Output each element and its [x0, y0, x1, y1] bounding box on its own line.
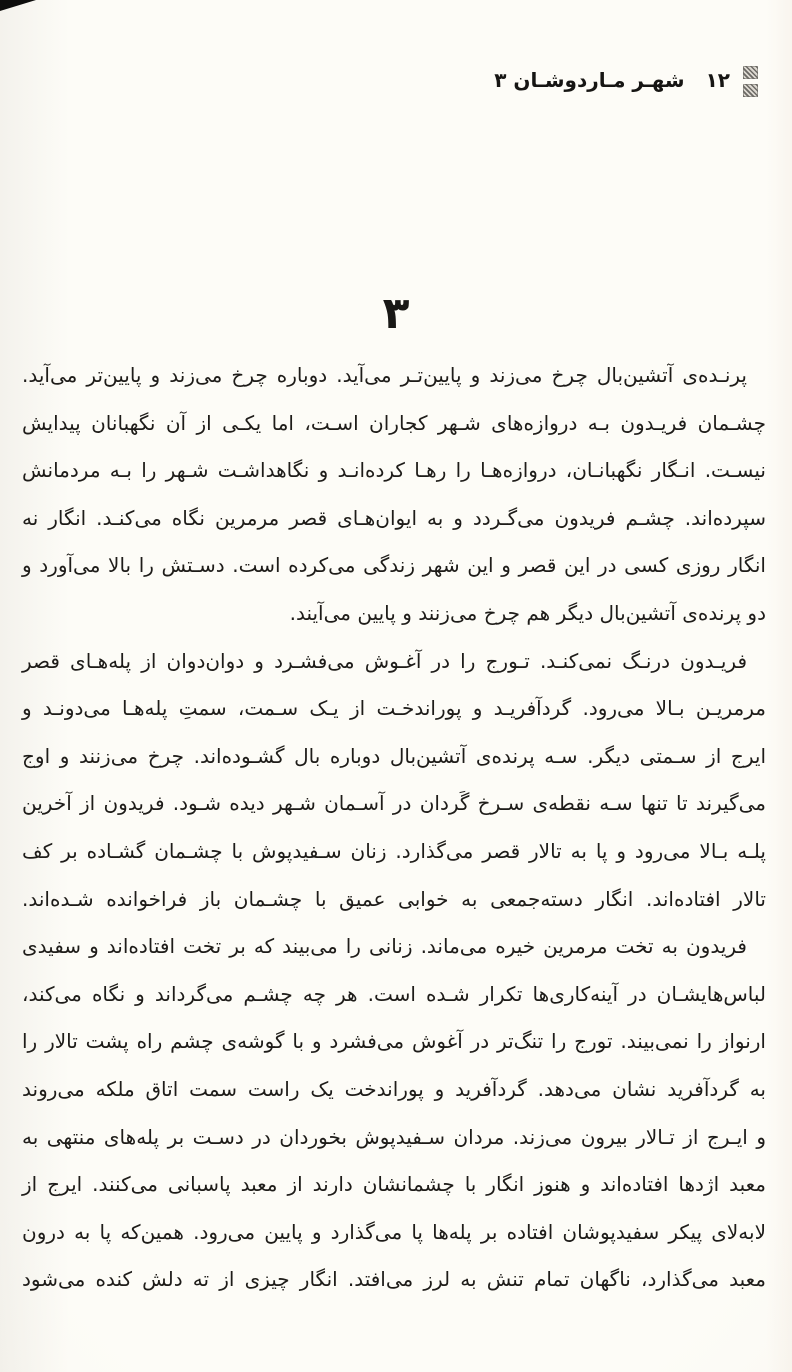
text-line: فریـدون درنـگ نمی‌کنـد. تـورج را در آغـوش می‌فشـرد و دوان‌دوان از پله‌هـای قصر [22, 648, 747, 673]
text-line: می‌گیرند تا تنها سـه نقطه‌ی سـرخ گَردان در آسـمان شـهر دیده شـود. فریدون از آخرین [22, 791, 766, 816]
text-line: لابه‌لای پیکر سفیدپوشان افتاده بر پله‌ها پا می‌گذارد و پایین می‌رود. همین‌که پا به درون [22, 1219, 766, 1244]
chapter-number: ۳ [382, 288, 410, 339]
text-line: دو پرنده‌ی آتشین‌بال دیگر هم چرخ می‌زنند و پایین می‌آیند. [289, 600, 766, 625]
running-head-title: شهـر مـاردوشـان ۳ [494, 68, 685, 92]
page-header [494, 64, 758, 97]
texture-square-icon [743, 66, 758, 79]
text-line: نیسـت. انـگار نگهبانـان، دروازه‌هـا را رهـا کرده‌انـد و نگاهداشـت شـهر را بـه مردمانش [22, 458, 766, 483]
text-line: پرنـده‌ی آتشین‌بال چرخ می‌زند و پایین‌تـر می‌آید. دوباره چرخ می‌زند و پایین‌تر می‌آید. [22, 363, 747, 387]
header-marks [743, 66, 758, 97]
text-line: معبد می‌گذارد، ناگهان تمام تنش به لرز می‌افتد. انگار چیزی از ته دلش کنده می‌شود [22, 1267, 766, 1292]
text-line: سپرده‌اند. چشـم فریدون می‌گـردد و به ایوان‌هـای قصر مرمرین نگاه می‌کنـد. انگار نه [22, 505, 766, 530]
body-text [22, 352, 766, 1304]
text-line: چشـمان فریـدون بـه دروازه‌های شـهر کجاران اسـت، اما یکـی از آن نگهبانان پیدایش [22, 410, 766, 435]
text-line: ایرج از سـمتی دیگر. سـه پرنده‌ی آتشین‌بال دوباره بال گشـوده‌اند. چرخ می‌زنند و اوج [22, 743, 766, 768]
text-line: فریدون به تخت مرمرین خیره می‌ماند. زنانی را می‌بیند که بر تخت افتاده‌اند و سفیدی [22, 934, 747, 959]
text-line: مرمریـن بـالا می‌رود. گردآفریـد و پوراندخـت از یـک سـمت، سمتِ پله‌هـا می‌دونـد و [22, 696, 766, 721]
texture-square-icon [743, 84, 758, 97]
text-line: معبد اژدها افتاده‌اند و هنوز انگار با چشمانشان دارند از معبد پاسبانی می‌کنند. ایرج از [22, 1172, 766, 1197]
scan-artifact-corner-icon [0, 0, 36, 11]
text-line: انگار روزی کسی در این قصر و این شهر زندگی می‌کرده است. دسـتش را بالا می‌آورد و [22, 553, 766, 578]
text-line: ارنواز را نمی‌بیند. تورج را تنگ‌تر در آغوش می‌فشرد و با گوشه‌ی چشم راه پشت تالار را [22, 1029, 766, 1054]
text-line: لباس‌هایشـان در آینه‌کاری‌ها تکرار شـده است. هر چه چشـم می‌گرداند و نگاه می‌کند، [22, 981, 766, 1006]
text-line: پلـه بـالا می‌رود و پا به تالار قصر می‌گذارد. زنان سـفیدپوش با چشـمان گشـاده بر کف [22, 838, 766, 863]
text-line: و ایـرج از تـالار بیرون می‌زند. مردان سـفیدپوش بخوردان در دسـت بر پله‌های منتهی به [22, 1124, 766, 1149]
text-line: تالار افتاده‌اند. انگار دسته‌جمعی به خوابی عمیق با چشـمان باز فراخوانده شـده‌اند. [22, 886, 766, 911]
text-line: به گردآفرید نشان می‌دهد. گردآفرید و پوراندخت یک راست سمت اتاق ملکه می‌روند [22, 1076, 766, 1101]
page-number: ۱۲ [705, 68, 730, 92]
